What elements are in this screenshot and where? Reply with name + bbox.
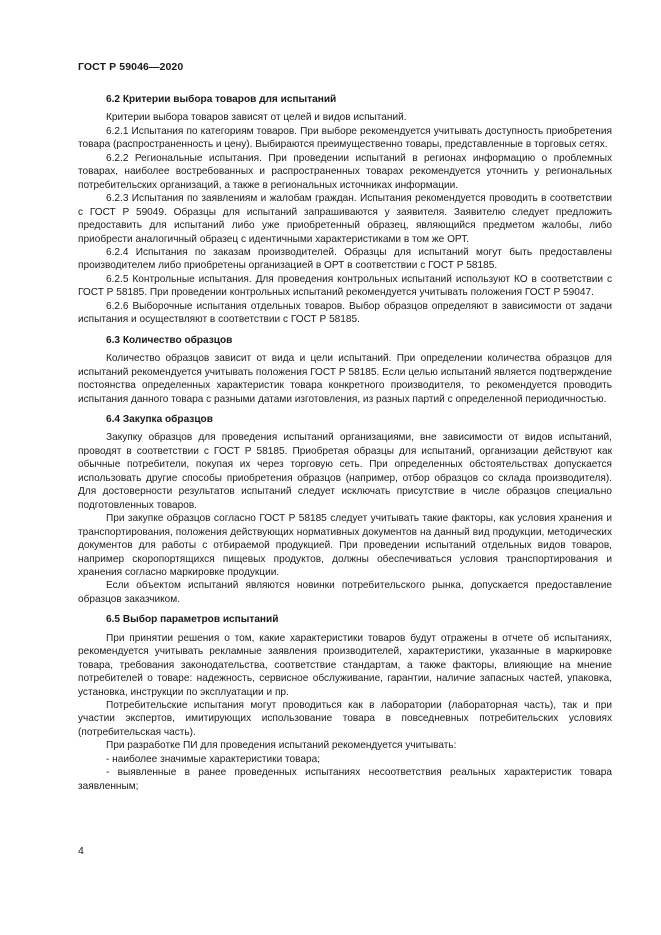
list-item: - наиболее значимые характеристики товара; — [106, 753, 321, 765]
paragraph: Если объектом испытаний являются новинки потребительского рынка, допускается предоставление образцов заказчиком. — [78, 580, 612, 605]
section-heading-6-2: 6.2 Критерии выбора товаров для испытаний — [106, 94, 337, 105]
paragraph: Потребительские испытания могут проводиться как в лаборатории (лабораторная часть), так и при участии экспертов, имитирующих использование товара в повседневных потребительских условиях (потребительская часть). — [78, 700, 612, 738]
document-body — [78, 93, 612, 793]
page-number: 4 — [78, 845, 84, 857]
section-heading-6-4: 6.4 Закупка образцов — [106, 413, 213, 425]
section-heading-6-3: 6.3 Количество образцов — [106, 334, 233, 346]
paragraph: При разработке ПИ для проведения испытаний рекомендуется учитывать: — [106, 740, 457, 752]
section-heading-6-5: 6.5 Выбор параметров испытаний — [106, 614, 279, 626]
paragraph: 6.2.4 Испытания по заказам производителей. Образцы для испытаний могут быть предоставлены производителем либо приобретены организацией в ОРТ в соответствии с ГОСТ Р 58185. — [78, 246, 612, 272]
standard-code-header: ГОСТ Р 59046—2020 — [78, 61, 184, 73]
paragraph: Закупку образцов для проведения испытаний организациями, вне зависимости от видов испытаний, проводят в соответствии с ГОСТ Р 58185. Приобретая образцы для испытаний, организации действуют как обычные потребители, покупая их через торговую сеть. При определенных обстоятельствах допускается использовать другие способы приобретения образцов (например, отбор образцов со склада производителя). Для достоверности результатов испытаний следует исключать присутствие в числе образцов специально подготовленных товаров. — [78, 432, 612, 511]
paragraph: 6.2.3 Испытания по заявлениям и жалобам граждан. Испытания рекомендуется проводить в соответствии с ГОСТ Р 59049. Образцы для испытаний запрашиваются у заявителя. Заявителю следует предложить предоставить для испытаний либо уже приобретенный образец, являющийся предметом жалобы, либо приобрести аналогичный образец с идентичными характеристиками в том же ОРТ. — [78, 193, 612, 245]
paragraph: Критерии выбора товаров зависят от целей и видов испытаний. — [106, 112, 407, 124]
paragraph: 6.2.5 Контрольные испытания. Для проведения контрольных испытаний используют КО в соответствии с ГОСТ Р 58185. При проведении контрольных испытаний рекомендуется учитывать положения ГОСТ Р 59047. — [78, 273, 612, 299]
paragraph: Количество образцов зависит от вида и цели испытаний. При определении количества образцов для испытаний рекомендуется учитывать положения ГОСТ Р 58185. Если целью испытаний является подтверждение постоянства определенных характеристик товара конкретного производителя, то рекомендуется проводить испытания данного товара с разными датами изготовления, из разных партий с определенной периодичностью. — [78, 353, 612, 405]
paragraph: 6.2.2 Региональные испытания. При проведении испытаний в регионах информацию о проблемных товарах, наиболее востребованных и распространенных товарах рекомендуется уточнить у региональных потребительских организаций, а также в региональных источниках информации. — [78, 152, 612, 191]
list-item: - выявленные в ранее проведенных испытаниях несоответствия реальных характеристик товара заявленным; — [78, 767, 612, 792]
paragraph: 6.2.6 Выборочные испытания отдельных товаров. Выбор образцов определяют в зависимости от задачи испытания и осуществляют в соответствии с ГОСТ Р 58185. — [78, 300, 612, 326]
paragraph: При принятии решения о том, какие характеристики товаров будут отражены в отчете об испытаниях, рекомендуется учитывать рекламные заявления производителей, характеристики, указанные в маркировке товара, требования законодательства, соответствие стандартам, а также факторы, влияющие на мнение потребителей о товаре: надежность, сервисное обслуживание, гарантии, наличие запасных частей, упаковка, установка, инструкции по эксплуатации и пр. — [78, 632, 612, 698]
paragraph: При закупке образцов согласно ГОСТ Р 58185 следует учитывать такие факторы, как условия хранения и транспортирования, положения действующих нормативных документов на данный вид продукции, методических документов для работы с отбираемой продукцией. При проведении испытаний отдельных видов товаров, например скоропортящихся пищевых продуктов, должны обеспечиваться условия транспортирования и хранения согласно маркировке продукции. — [78, 513, 612, 578]
paragraph: 6.2.1 Испытания по категориям товаров. При выборе рекомендуется учитывать доступность приобретения товара (распространенность и цену). Выбираются преимущественно товары, представленные в торговых сетях. — [78, 125, 612, 151]
